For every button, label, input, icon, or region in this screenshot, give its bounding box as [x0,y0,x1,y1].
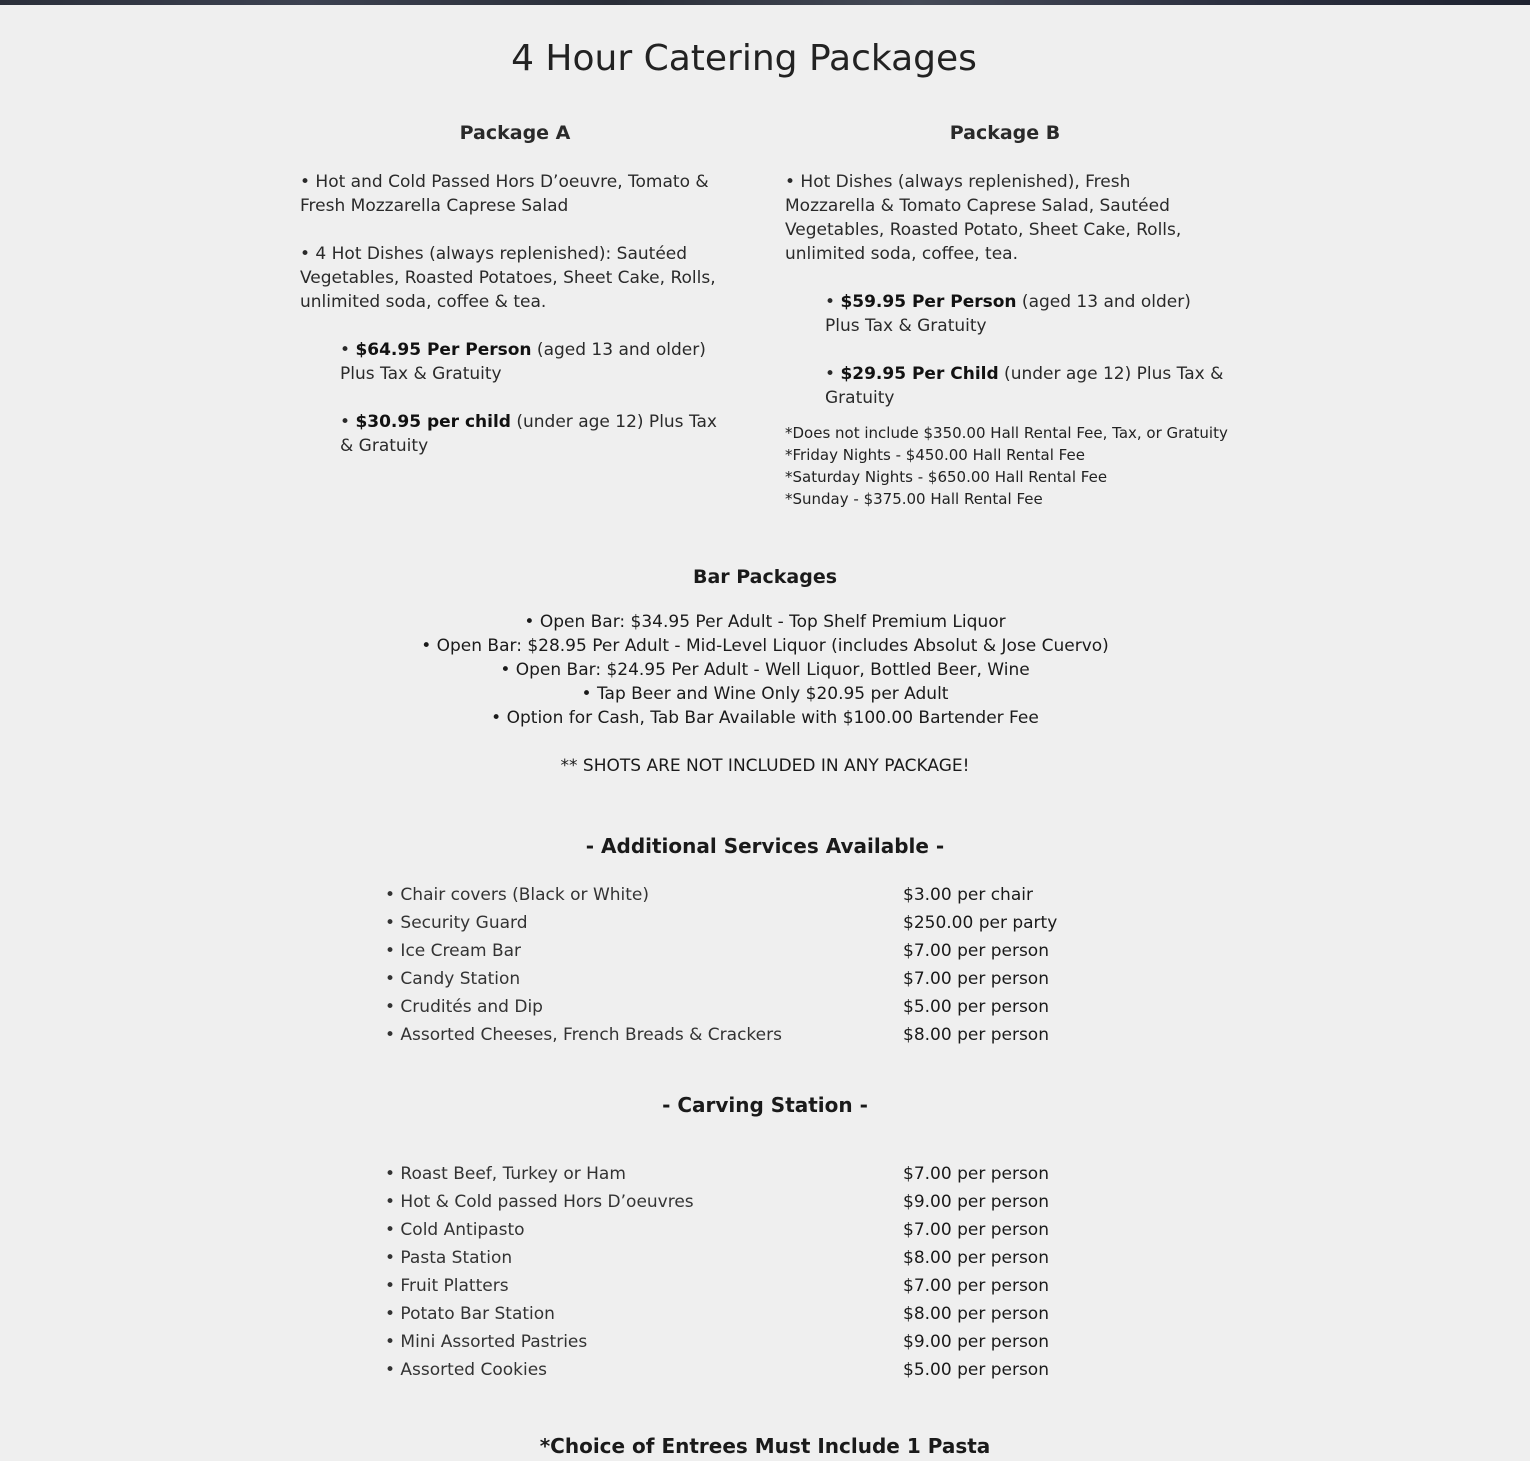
note-line: *Does not include $350.00 Hall Rental Fee, Tax, or Gratuity [785,424,1228,442]
list-item [385,1021,1145,1049]
list-item [385,1160,1145,1188]
bar-packages-list [0,610,1530,730]
price-label: $59.95 Per Person [840,292,1017,312]
service-price: $7.00 per person [903,941,1049,961]
package-a-item: • Hot and Cold Passed Hors D’oeuvre, Tomato & Fresh Mozzarella Caprese Salad [300,172,709,216]
bar-item: • Tap Beer and Wine Only $20.95 per Adult [581,684,949,704]
service-name: • Crudités and Dip [385,997,543,1017]
package-a-child-price: • $30.95 per child (under age 12) Plus Tax & Gratuity [340,412,717,456]
package-a-title: Package A [459,122,571,144]
bar-item: • Open Bar: $24.95 Per Adult - Well Liquor, Bottled Beer, Wine [500,660,1030,680]
package-b-title: Package B [949,122,1061,144]
hall-rental-notes [785,422,1228,510]
bar-item: • Open Bar: $34.95 Per Adult - Top Shelf Premium Liquor [524,612,1006,632]
list-item [385,965,1145,993]
bar-packages-title: Bar Packages [692,566,838,588]
package-b [785,118,1228,510]
service-name: • Security Guard [385,913,528,933]
service-price: $8.00 per person [903,1304,1049,1324]
list-item [385,1244,1145,1272]
service-name: • Cold Antipasto [385,1220,525,1240]
entrees-title: *Choice of Entrees Must Include 1 Pasta [539,1434,991,1458]
carving-station-title: - Carving Station - [662,1093,868,1117]
service-name: • Mini Assorted Pastries [385,1332,588,1352]
price-label: $29.95 Per Child [840,364,999,384]
service-price: $9.00 per person [903,1332,1049,1352]
service-name: • Assorted Cheeses, French Breads & Crackers [385,1025,782,1045]
note-line: *Friday Nights - $450.00 Hall Rental Fee [785,446,1085,464]
service-name: • Hot & Cold passed Hors D’oeuvres [385,1192,694,1212]
list-item [385,1188,1145,1216]
service-price: $7.00 per person [903,1164,1049,1184]
list-item [385,1356,1145,1384]
service-price: $3.00 per chair [903,885,1033,905]
service-name: • Chair covers (Black or White) [385,885,650,905]
service-price: $7.00 per person [903,1276,1049,1296]
package-a-item: • 4 Hot Dishes (always replenished): Sautéed Vegetables, Roasted Potatoes, Sheet Cake, Rolls, unlimited soda, coffee & tea. [300,244,716,312]
note-line: *Sunday - $375.00 Hall Rental Fee [785,490,1043,508]
bar-item: • Open Bar: $28.95 Per Adult - Mid-Level Liquor (includes Absolut & Jose Cuervo) [421,636,1109,656]
list-item [385,1300,1145,1328]
list-item [385,909,1145,937]
service-name: • Roast Beef, Turkey or Ham [385,1164,626,1184]
service-name: • Potato Bar Station [385,1304,555,1324]
service-name: • Assorted Cookies [385,1360,548,1380]
service-price: $9.00 per person [903,1192,1049,1212]
service-price: $7.00 per person [903,969,1049,989]
shots-note: ** SHOTS ARE NOT INCLUDED IN ANY PACKAGE! [560,756,970,776]
service-name: • Ice Cream Bar [385,941,522,961]
package-a [300,118,730,482]
carving-station-list [385,1160,1145,1384]
package-a-adult-price: • $64.95 Per Person (aged 13 and older) Plus Tax & Gratuity [340,340,706,384]
package-b-adult-price: • $59.95 Per Person (aged 13 and older) Plus Tax & Gratuity [825,292,1191,336]
additional-services-title: - Additional Services Available - [585,834,945,858]
service-price: $250.00 per party [903,913,1058,933]
bar-item: • Option for Cash, Tab Bar Available with $100.00 Bartender Fee [491,708,1039,728]
list-item [385,937,1145,965]
service-name: • Pasta Station [385,1248,513,1268]
list-item [385,1328,1145,1356]
package-b-child-price: • $29.95 Per Child (under age 12) Plus Tax & Gratuity [825,364,1224,408]
service-price: $8.00 per person [903,1025,1049,1045]
price-label: $30.95 per child [355,412,511,432]
price-label: $64.95 Per Person [355,340,532,360]
header-image-strip [0,0,1530,5]
list-item [385,1272,1145,1300]
note-line: *Saturday Nights - $650.00 Hall Rental Fee [785,468,1108,486]
service-name: • Candy Station [385,969,521,989]
list-item [385,993,1145,1021]
service-name: • Fruit Platters [385,1276,509,1296]
package-b-item: • Hot Dishes (always replenished), Fresh Mozzarella & Tomato Caprese Salad, Sautéed Vegetables, Roasted Potato, Sheet Cake, Rolls, unlimited soda, coffee, tea. [785,172,1182,264]
page-title: 4 Hour Catering Packages [511,38,977,79]
list-item [385,1216,1145,1244]
service-price: $5.00 per person [903,1360,1049,1380]
service-price: $8.00 per person [903,1248,1049,1268]
service-price: $5.00 per person [903,997,1049,1017]
service-price: $7.00 per person [903,1220,1049,1240]
additional-services-list [385,881,1145,1049]
list-item [385,881,1145,909]
